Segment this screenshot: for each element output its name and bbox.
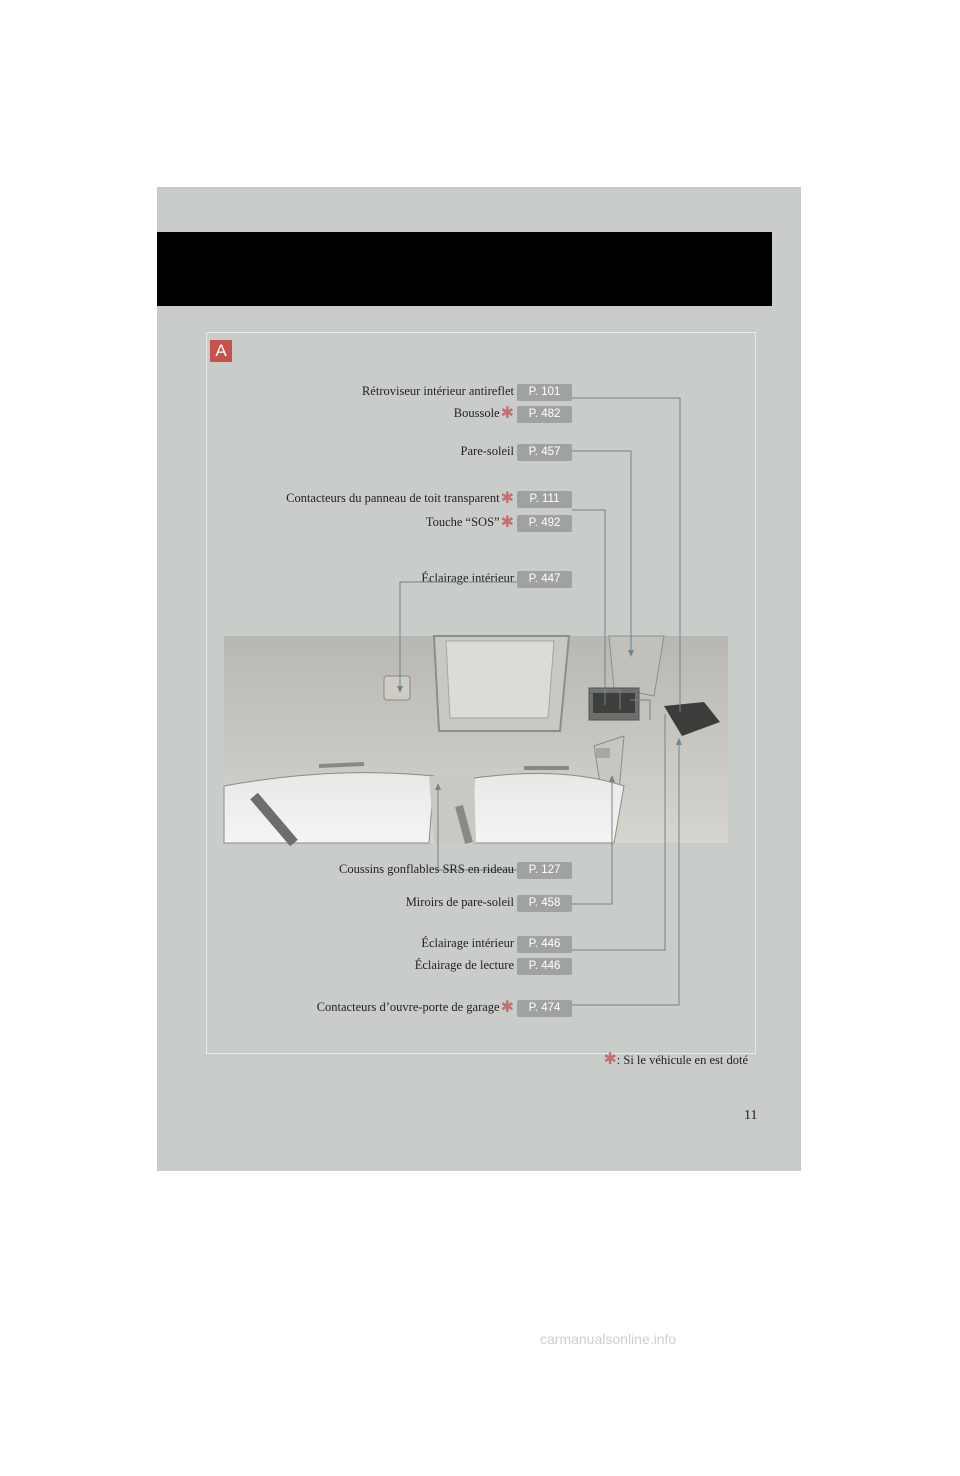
callout-label: Contacteurs du panneau de toit transparent — [286, 491, 500, 505]
page-number: 11 — [744, 1108, 758, 1123]
callout-label: Éclairage intérieur — [421, 936, 514, 950]
callout-label: Éclairage intérieur — [421, 571, 514, 585]
page-ref-badge[interactable]: P. 458 — [517, 895, 572, 912]
optional-star-icon: ✱ — [500, 513, 514, 531]
section-badge: A — [210, 340, 232, 362]
callout-vanity-mirrors — [406, 895, 514, 910]
callout-label: Contacteurs d’ouvre-porte de garage — [316, 1000, 500, 1014]
page-ref-badge[interactable]: P. 457 — [517, 444, 572, 461]
callout-label: Coussins gonflables SRS en rideau — [339, 862, 514, 876]
callout-label: Miroirs de pare-soleil — [405, 895, 514, 909]
page-ref-badge[interactable]: P. 492 — [517, 515, 572, 532]
callout-reading-light — [415, 958, 514, 973]
callout-curtain-airbags — [339, 862, 514, 877]
page-ref-badge[interactable]: P. 127 — [517, 862, 572, 879]
callout-label: Éclairage de lecture — [414, 958, 514, 972]
page-ref-badge[interactable]: P. 446 — [517, 936, 572, 953]
watermark: carmanualsonline.info — [540, 1331, 677, 1347]
callout-interior-light-2 — [421, 936, 514, 951]
footnote — [602, 1053, 748, 1068]
image-code: ILYPH003a — [913, 1470, 944, 1476]
page-ref-badge[interactable]: P. 474 — [517, 1000, 572, 1017]
optional-star-icon: ✱ — [500, 404, 514, 422]
page-ref-badge[interactable]: P. 101 — [517, 384, 572, 401]
callout-garage-door-opener — [317, 1000, 514, 1015]
page-ref-badge[interactable]: P. 482 — [517, 406, 572, 423]
optional-star-icon: ✱ — [500, 998, 514, 1016]
callout-label: Touche “SOS” — [425, 515, 500, 529]
optional-star-icon: ✱ — [603, 1051, 617, 1068]
callout-label: Boussole — [453, 406, 500, 420]
page-ref-badge[interactable]: P. 446 — [517, 958, 572, 975]
page-ref-badge[interactable]: P. 447 — [517, 571, 572, 588]
optional-star-icon: ✱ — [500, 489, 514, 507]
callout-label: Pare-soleil — [460, 444, 514, 458]
callout-label: Rétroviseur intérieur antireflet — [361, 384, 514, 398]
page-ref-badge[interactable]: P. 111 — [517, 491, 572, 508]
footnote-text: : Si le véhicule en est doté — [616, 1053, 748, 1067]
